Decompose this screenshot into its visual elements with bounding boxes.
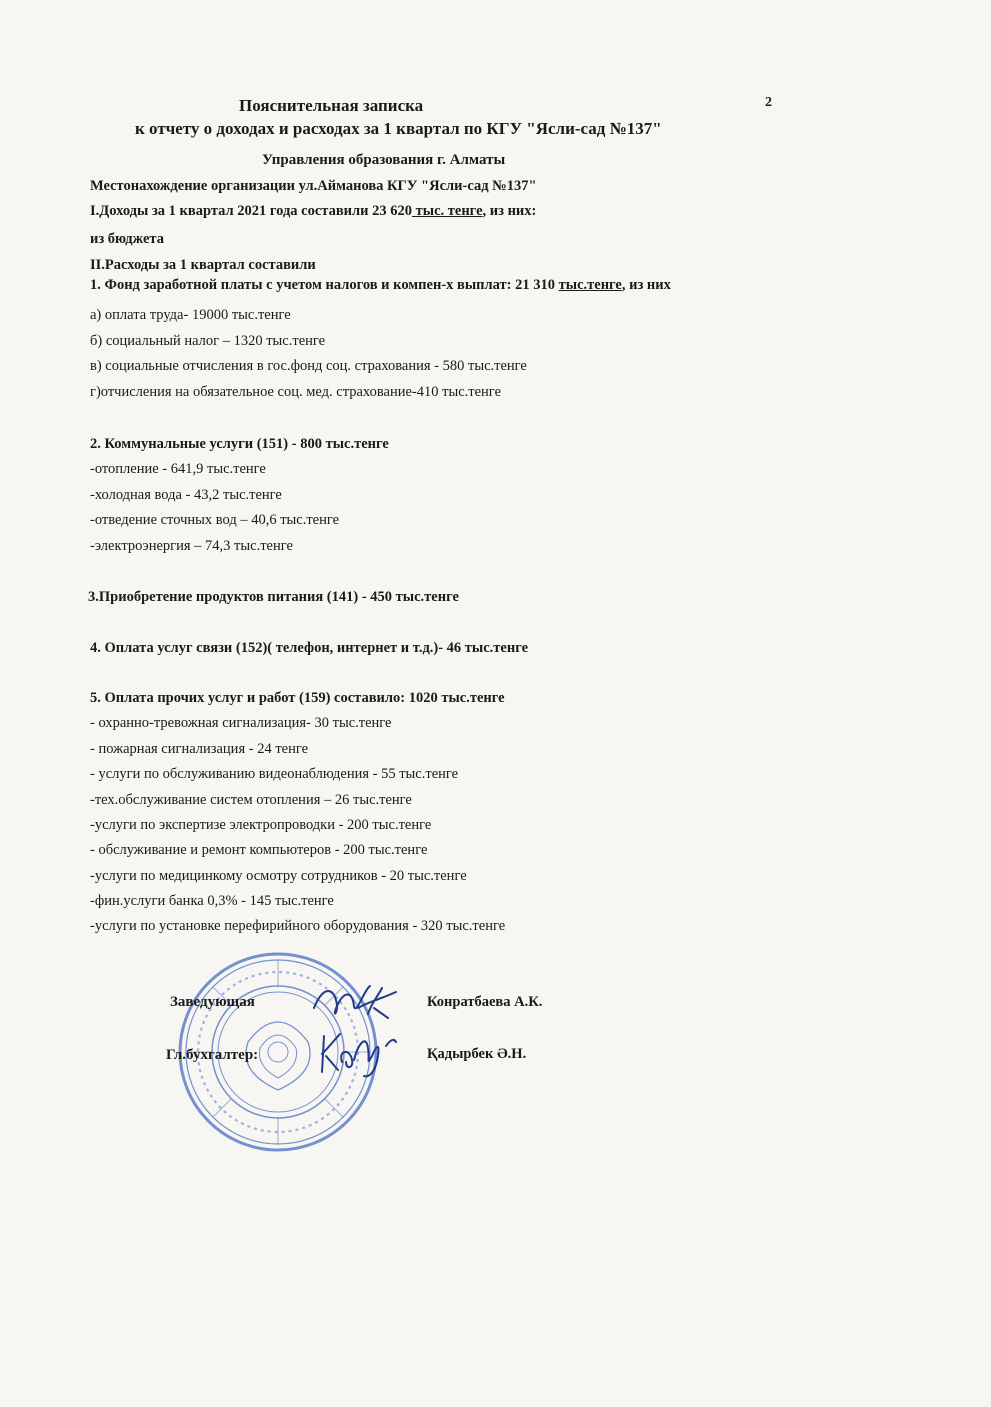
income-amount: I.Доходы за 1 квартал 2021 года составили 23 620	[90, 203, 413, 219]
payroll-title	[90, 276, 671, 294]
income-suffix: , из них:	[482, 203, 537, 219]
location-line: Местонахождение организации ул.Айманова КГУ "Ясли-сад №137"	[90, 178, 537, 194]
document-title: Пояснительная записка	[239, 96, 424, 115]
payroll-item: в) социальные отчисления в гос.фонд соц. страхования - 580 тыс.тенге	[90, 358, 527, 374]
utilities-item: -электроэнергия – 74,3 тыс.тенге	[90, 538, 293, 554]
accountant-signature-icon	[316, 1026, 400, 1082]
food-title: 3.Приобретение продуктов питания (141) - 450 тыс.тенге	[88, 589, 459, 605]
income-line	[90, 202, 536, 220]
head-name: Конратбаева А.К.	[427, 994, 543, 1010]
other-services-item: -услуги по установке перефирийного оборудования - 320 тыс.тенге	[90, 918, 506, 934]
other-services-item: - услуги по обслуживанию видеонаблюдения - 55 тыс.тенге	[90, 766, 459, 782]
income-source: из бюджета	[90, 231, 164, 247]
income-unit: тыс. тенге	[412, 203, 483, 219]
other-services-item: -услуги по медицинкому осмотру сотрудников - 20 тыс.тенге	[90, 868, 467, 884]
payroll-item: а) оплата труда- 19000 тыс.тенге	[90, 307, 291, 323]
other-services-item: -фин.услуги банка 0,3% - 145 тыс.тенге	[90, 893, 334, 909]
payroll-item: г)отчисления на обязательное соц. мед. страхование-410 тыс.тенге	[90, 384, 501, 400]
other-services-item: -тех.обслуживание систем отопления – 26 тыс.тенге	[90, 792, 412, 808]
utilities-title: 2. Коммунальные услуги (151) - 800 тыс.тенге	[90, 436, 389, 452]
head-signature-icon	[308, 978, 404, 1028]
communication-title: 4. Оплата услуг связи (152)( телефон, интернет и т.д.)- 46 тыс.тенге	[90, 640, 529, 656]
other-services-item: - обслуживание и ремонт компьютеров - 200 тыс.тенге	[90, 842, 428, 858]
utilities-item: -отопление - 641,9 тыс.тенге	[90, 461, 266, 477]
head-label: Заведующая	[170, 994, 255, 1010]
other-services-title: 5. Оплата прочих услуг и работ (159) составило: 1020 тыс.тенге	[90, 690, 505, 706]
accountant-label: Гл.бухгалтер:	[166, 1047, 259, 1063]
payroll-amount: 1. Фонд заработной платы с учетом налогов и компен-х выплат: 21 310	[90, 277, 559, 293]
other-services-item: - охранно-тревожная сигнализация- 30 тыс.тенге	[90, 715, 392, 731]
expenses-header: II.Расходы за 1 квартал составили	[90, 257, 316, 273]
payroll-unit: тыс.тенге	[558, 277, 622, 293]
other-services-item: - пожарная сигнализация - 24 тенге	[90, 741, 309, 757]
utilities-item: -отведение сточных вод – 40,6 тыс.тенге	[90, 512, 340, 528]
document-subtitle: к отчету о доходах и расходах за 1 квартал по КГУ "Ясли-сад №137"	[135, 119, 662, 138]
utilities-item: -холодная вода - 43,2 тыс.тенге	[90, 487, 282, 503]
payroll-suffix: , из них	[621, 277, 671, 293]
page-number: 2	[765, 95, 772, 110]
department-line: Управления образования г. Алматы	[262, 152, 506, 168]
accountant-name: Қадырбек Ә.Н.	[427, 1046, 527, 1062]
other-services-item: -услуги по экспертизе электропроводки - 200 тыс.тенге	[90, 817, 432, 833]
payroll-item: б) социальный налог – 1320 тыс.тенге	[90, 333, 326, 349]
